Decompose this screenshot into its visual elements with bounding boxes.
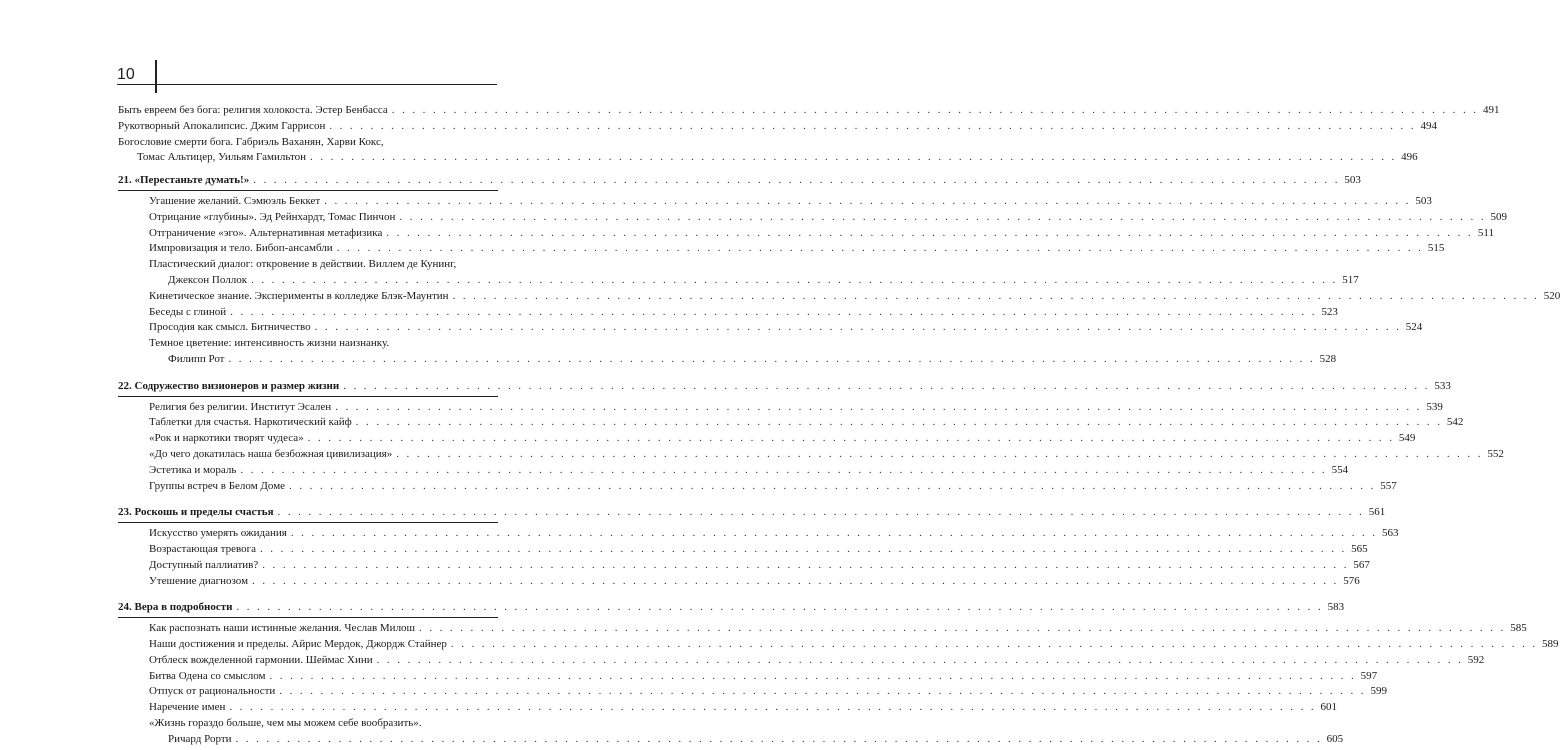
chapter-rule	[118, 396, 498, 397]
toc-entry-text: «Жизнь гораздо больше, чем мы можем себе вообразить».	[149, 716, 422, 729]
toc-entry-line	[149, 526, 1399, 542]
toc-entry-line	[149, 637, 1559, 653]
toc-entry-page: 585	[1510, 622, 1527, 635]
toc-entry-text: Быть евреем без бога: религия холокоста. Эстер Бенбасса	[118, 104, 388, 116]
toc-entry-line	[149, 447, 1504, 463]
toc-entry	[118, 336, 1337, 368]
toc-entry	[118, 669, 1378, 685]
toc-entry-line	[149, 558, 1370, 574]
toc-entry-line	[149, 194, 1432, 210]
dot-leader	[229, 700, 1316, 716]
dot-leader	[310, 150, 1397, 166]
toc-entry-text: Отрицание «глубины». Эд Рейнхардт, Томас Пинчон	[149, 210, 396, 223]
dot-leader	[253, 173, 1340, 189]
toc-entry	[118, 257, 1359, 289]
chapter-title: 22. Содружество визионеров и размер жизни	[118, 379, 340, 392]
toc-entry-text: Ричард Рорти	[168, 732, 232, 745]
toc-entry-line	[149, 273, 1359, 289]
toc-entry-page: 494	[1420, 119, 1437, 132]
toc-entry	[118, 684, 1387, 700]
toc-entry-page: 592	[1467, 653, 1485, 666]
toc-entry	[118, 526, 1399, 542]
toc-entry-text: Филипп Рот	[168, 352, 225, 365]
toc-entry-line	[149, 289, 1560, 305]
toc-entry-page: 554	[1331, 463, 1349, 476]
toc-entry-line	[149, 716, 498, 732]
dot-leader	[396, 447, 1483, 463]
toc-entry	[118, 194, 1432, 210]
toc-entry-text: Таблетки для счастья. Наркотический кайф	[149, 416, 352, 429]
toc-entry-text: «Рок и наркотики творят чудеса»	[149, 432, 304, 445]
toc-entry	[118, 621, 1527, 637]
toc-entry	[118, 574, 1360, 590]
toc-entry-text: Искусство умерять ожидания	[149, 527, 287, 540]
chapter-heading-line	[118, 600, 1345, 616]
toc-entry-page: 539	[1426, 400, 1443, 413]
toc-entry-page: 565	[1351, 542, 1368, 555]
toc-entry-page: 520	[1543, 289, 1560, 302]
toc-entry	[118, 241, 1445, 257]
chapter-page: 503	[1344, 174, 1361, 187]
toc-entry	[118, 305, 1338, 321]
toc-entry	[118, 542, 1368, 558]
toc-entry-text: Группы встреч в Белом Доме	[149, 479, 286, 492]
toc-entry	[118, 431, 1416, 447]
toc-entry-line	[149, 479, 1397, 495]
toc-entry-page: 576	[1343, 574, 1360, 587]
toc-entry-text: Томас Альтицер, Уильям Гамильтон	[137, 151, 307, 164]
dot-leader	[399, 210, 1486, 226]
toc-entry-line	[149, 320, 1423, 336]
toc-entry-text: Импровизация и тело. Бибоп-ансамбли	[149, 242, 333, 255]
toc-entry	[118, 119, 1437, 135]
toc-entry-line	[149, 700, 1338, 716]
toc-entry-text: Религия без религии. Институт Эсален	[149, 400, 332, 413]
toc-entry-line	[118, 103, 1500, 119]
toc-entry-text: Джексон Поллок	[168, 273, 248, 286]
toc-entry	[118, 135, 1418, 167]
dot-leader	[453, 289, 1540, 305]
toc-entry	[118, 226, 1494, 242]
toc-entry-text: Просодия как смысл. Битничество	[149, 321, 311, 334]
dot-leader	[329, 119, 1416, 135]
dot-leader	[228, 352, 1315, 368]
toc-entry-text: «До чего докатилась наша безбожная цивилизация»	[149, 447, 393, 460]
toc-entry-page: 496	[1401, 151, 1418, 164]
toc-entry-page: 528	[1319, 352, 1337, 365]
dot-leader	[236, 600, 1323, 616]
toc-entry	[118, 716, 1344, 748]
toc-entry-page: 542	[1446, 416, 1464, 429]
toc-entry-line	[149, 621, 1527, 637]
toc-entry-text: Доступный паллиатив?	[149, 558, 259, 571]
dot-leader	[289, 479, 1376, 495]
dot-leader	[324, 194, 1411, 210]
dot-leader	[240, 463, 1327, 479]
chapter-rule	[118, 190, 498, 191]
toc-entry	[118, 653, 1485, 669]
toc-entry-page: 517	[1342, 273, 1359, 286]
chapter-heading	[118, 379, 1451, 395]
toc-entry-text: Беседы с глиной	[149, 305, 227, 318]
toc-entry-page: 605	[1326, 732, 1344, 745]
header-divider-vertical	[155, 60, 157, 93]
dot-leader	[230, 305, 1317, 321]
dot-leader	[419, 621, 1506, 637]
toc-entry-text: Темное цветение: интенсивность жизни наизнанку.	[149, 337, 390, 350]
dot-leader	[251, 273, 1338, 289]
dot-leader	[356, 415, 1443, 431]
toc-entry-line	[149, 257, 498, 273]
toc-entry-line	[149, 226, 1494, 242]
dot-leader	[377, 653, 1464, 669]
dot-leader	[262, 558, 1349, 574]
chapter-title: 21. «Перестаньте думать!»	[118, 174, 250, 187]
toc-entry-page: 515	[1427, 242, 1445, 255]
chapter-title: 23. Роскошь и пределы счастья	[118, 506, 274, 519]
chapter-heading	[118, 600, 1345, 616]
toc-entry-line	[149, 684, 1387, 700]
toc-entry-text: Отблеск вожделенной гармонии. Шеймас Хини	[149, 653, 373, 666]
dot-leader	[269, 669, 1356, 685]
toc-entry-text: Эстетика и мораль	[149, 463, 237, 476]
toc-entry-line	[149, 400, 1443, 416]
dot-leader	[335, 400, 1422, 416]
toc-entry-page: 549	[1398, 432, 1416, 445]
toc-entry-line	[149, 542, 1368, 558]
toc-entry-line	[118, 135, 498, 151]
dot-leader	[252, 574, 1339, 590]
toc-entry-page: 552	[1487, 447, 1504, 460]
chapter-title: 24. Вера в подробности	[118, 601, 233, 614]
toc-entry-text: Наши достижения и пределы. Айрис Мердок, Джордж Стайнер	[149, 637, 447, 650]
dot-leader	[279, 684, 1366, 700]
toc-entry-text: Кинетическое знание. Эксперименты в колледже Блэк-Маунтин	[149, 289, 449, 302]
toc-entry-text: Как распознать наши истинные желания. Чеслав Милош	[149, 622, 416, 635]
toc-entry-page: 524	[1405, 321, 1423, 334]
toc-entry-page: 563	[1381, 527, 1399, 540]
chapter-heading-line	[118, 379, 1451, 395]
toc-entry	[118, 558, 1370, 574]
toc-entry-line	[149, 669, 1378, 685]
toc-entry-page: 509	[1490, 210, 1508, 223]
dot-leader	[236, 732, 1323, 748]
toc-entry-text: Угашение желаний. Сэмюэль Беккет	[149, 194, 321, 207]
toc-entry-line	[149, 574, 1360, 590]
chapter-heading-line	[118, 173, 1361, 189]
toc-entry	[118, 103, 1500, 119]
dot-leader	[278, 505, 1365, 521]
toc-entry-page: 511	[1477, 226, 1494, 239]
toc-entry-text: Богословие смерти бога. Габриэль Ваханян, Харви Кокс,	[118, 135, 384, 148]
toc-entry-page: 599	[1370, 685, 1387, 698]
chapter-page: 583	[1327, 601, 1345, 614]
toc-entry	[118, 447, 1504, 463]
toc-entry-line	[118, 150, 1418, 166]
table-of-contents	[118, 103, 1560, 747]
toc-entry-line	[149, 415, 1464, 431]
dot-leader	[291, 526, 1378, 542]
dot-leader	[315, 320, 1402, 336]
toc-entry	[118, 400, 1443, 416]
toc-entry	[118, 320, 1423, 336]
dot-leader	[451, 637, 1538, 653]
chapter-rule	[118, 617, 498, 618]
toc-entry	[118, 637, 1559, 653]
chapter-heading	[118, 173, 1361, 189]
toc-entry	[118, 289, 1560, 305]
toc-entry-line	[149, 241, 1445, 257]
toc-entry-line	[149, 431, 1416, 447]
chapter-rule	[118, 522, 498, 523]
toc-entry-text: Утешение диагнозом	[149, 574, 249, 587]
toc-entry-page: 597	[1360, 669, 1378, 682]
toc-entry-text: Возрастающая тревога	[149, 542, 256, 555]
chapter-heading	[118, 505, 1386, 521]
toc-entry-text: Отпуск от рациональности	[149, 685, 276, 698]
chapter-page: 561	[1368, 506, 1386, 519]
header-rule	[117, 84, 497, 85]
toc-entry-page: 523	[1321, 305, 1338, 318]
dot-leader	[308, 431, 1395, 447]
toc-entry-page: 589	[1542, 637, 1559, 650]
toc-entry-page: 567	[1353, 558, 1370, 571]
chapter-heading-line	[118, 505, 1386, 521]
toc-entry-page: 491	[1482, 104, 1500, 116]
toc-entry	[118, 463, 1349, 479]
toc-entry-page: 601	[1320, 701, 1338, 714]
dot-leader	[386, 226, 1473, 242]
toc-entry	[118, 700, 1338, 716]
dot-leader	[392, 103, 1479, 119]
toc-entry-line	[118, 119, 1437, 135]
dot-leader	[337, 241, 1424, 257]
toc-entry-line	[149, 463, 1349, 479]
toc-entry-line	[149, 352, 1337, 368]
toc-entry-line	[149, 653, 1485, 669]
toc-entry-line	[149, 336, 498, 352]
toc-entry-line	[149, 210, 1508, 226]
toc-entry-line	[149, 732, 1344, 748]
dot-leader	[343, 379, 1430, 395]
toc-entry-text: Рукотворный Апокалипсис. Джим Гаррисон	[118, 119, 326, 132]
toc-entry-page: 503	[1415, 194, 1432, 207]
toc-entry-text: Наречение имен	[149, 701, 226, 714]
toc-entry-page: 557	[1380, 479, 1397, 492]
toc-entry-text: Отграничение «эго». Альтернативная метафизика	[149, 226, 383, 239]
chapter-page: 533	[1434, 379, 1451, 392]
toc-entry	[118, 210, 1508, 226]
toc-entry	[118, 415, 1464, 431]
toc-entry-line	[149, 305, 1338, 321]
toc-entry-text: Битва Одена со смыслом	[149, 669, 266, 682]
toc-entry-text: Пластический диалог: откровение в действии. Виллем де Кунинг,	[149, 258, 457, 271]
toc-entry	[118, 479, 1397, 495]
page-number: 10	[117, 66, 135, 83]
dot-leader	[260, 542, 1347, 558]
